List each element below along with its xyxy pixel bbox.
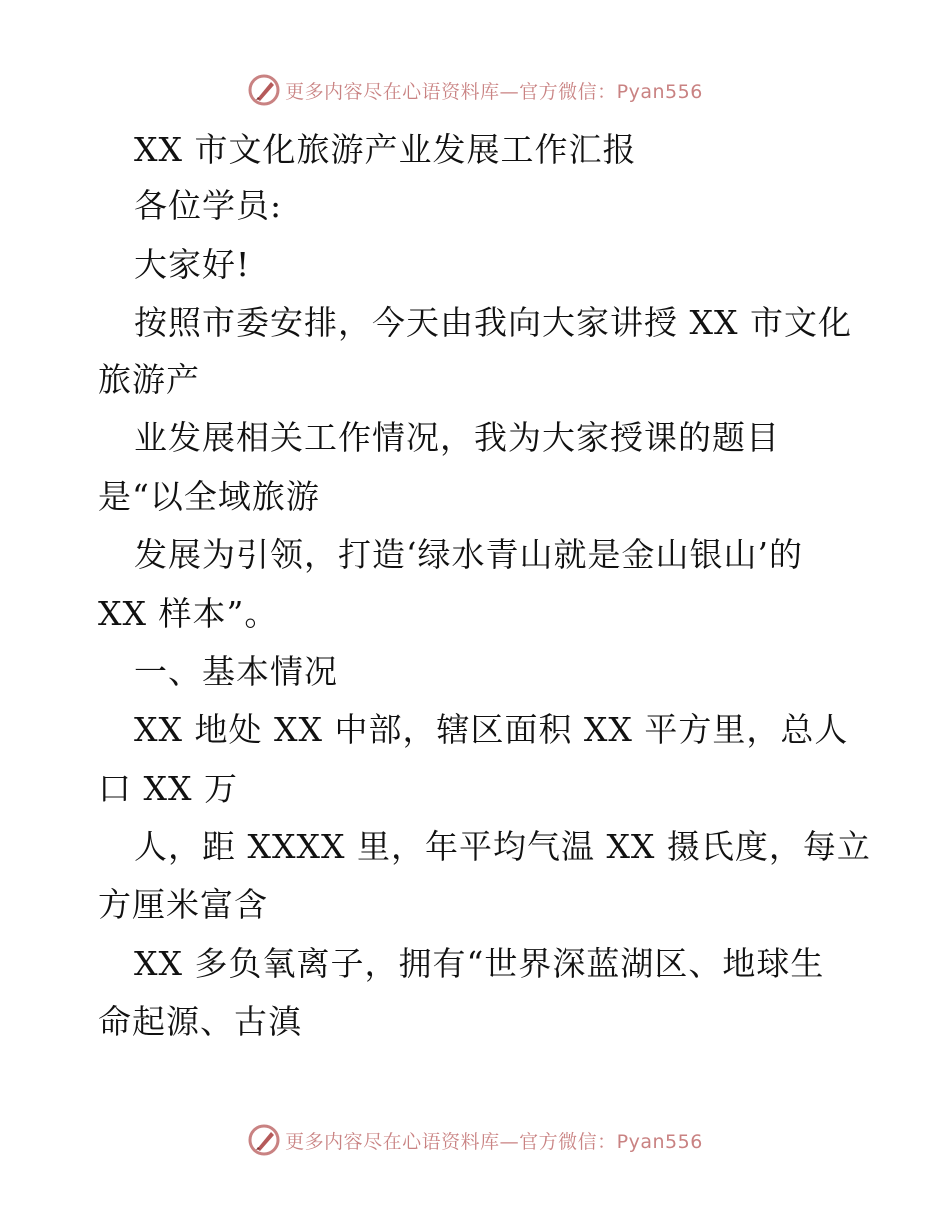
pen-logo-icon — [247, 1123, 281, 1157]
watermark-handle: Pyan556 — [616, 1130, 703, 1153]
pen-logo-icon — [247, 73, 281, 107]
header-watermark — [0, 70, 950, 110]
paragraph-line: 口 XX 万 — [98, 769, 238, 808]
section-heading: 一、基本情况 — [134, 652, 338, 691]
paragraph-line: XX 多负氧离子，拥有“世界深蓝湖区、地球生 — [134, 944, 825, 983]
paragraph-line: XX 地处 XX 中部，辖区面积 XX 平方里，总人 — [134, 710, 849, 749]
paragraph-line: XX 样本”。 — [98, 594, 279, 633]
paragraph-line: 人，距 XXXX 里，年平均气温 XX 摄氏度，每立 — [134, 827, 871, 866]
paragraph-line: 方厘米富含 — [98, 885, 268, 924]
salutation: 各位学员: — [134, 186, 283, 225]
document-title: XX 市文化旅游产业发展工作汇报 — [134, 130, 637, 169]
paragraph-line: 旅游产 — [98, 360, 200, 399]
watermark-text: 更多内容尽在心语资料库—官方微信：Pyan556 — [285, 80, 703, 103]
paragraph-line: 命起源、古滇 — [98, 1002, 302, 1041]
watermark-handle: Pyan556 — [616, 80, 703, 103]
watermark-text: 更多内容尽在心语资料库—官方微信：Pyan556 — [285, 1130, 703, 1153]
paragraph-line: 业发展相关工作情况，我为大家授课的题目 — [134, 418, 780, 457]
paragraph-line: 按照市委安排，今天由我向大家讲授 XX 市文化 — [134, 303, 852, 342]
paragraph-line: 是“以全域旅游 — [98, 477, 320, 516]
paragraph-line: 发展为引领，打造‘绿水青山就是金山银山’的 — [134, 535, 803, 574]
greeting: 大家好! — [134, 245, 251, 284]
footer-watermark — [0, 1120, 950, 1160]
